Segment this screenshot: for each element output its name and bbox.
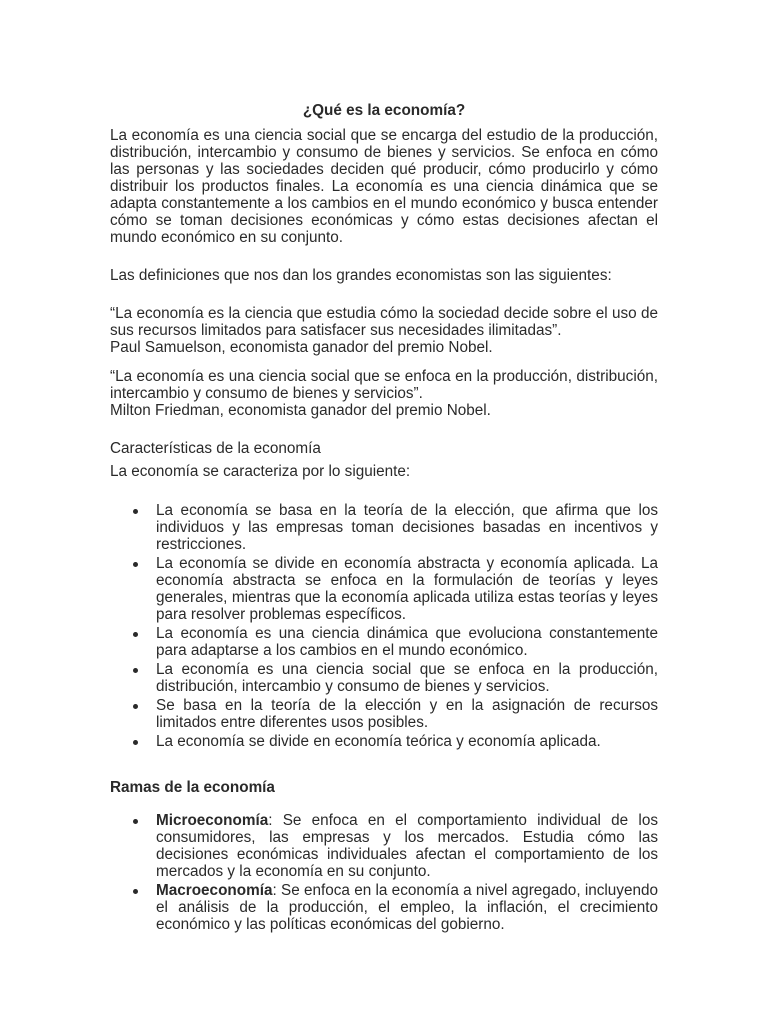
bullet-icon <box>133 704 138 709</box>
definitions-intro: Las definiciones que nos dan los grandes economistas son las siguientes: <box>110 267 612 284</box>
list-item-text: La economía es una ciencia social que se enfoca en la producción, distribución, intercambio y consumo de bienes y servicios. <box>156 661 658 695</box>
page-title: ¿Qué es la economía? <box>302 102 466 119</box>
bullet-icon <box>133 819 138 824</box>
characteristics-list <box>110 502 658 750</box>
characteristics-intro: La economía se caracteriza por lo siguiente: <box>110 463 411 480</box>
section-heading-branches: Ramas de la economía <box>110 779 275 796</box>
list-item-text: La economía es una ciencia dinámica que evoluciona constantemente para adaptarse a los cambios en el mundo económico. <box>156 625 658 659</box>
list-item-text: La economía se divide en economía abstracta y economía aplicada. La economía abstracta se enfoca en la formulación de teorías y leyes generales, mientras que la economía aplicada utiliza estas teorías y leyes para resolver problemas específicos. <box>156 555 658 623</box>
list-item <box>110 882 658 933</box>
list-item-text: La economía se basa en la teoría de la elección, que afirma que los individuos y las empresas toman decisiones basadas en incentivos y restricciones. <box>156 502 658 553</box>
branch-term: Microeconomía <box>156 812 269 829</box>
list-item <box>110 733 658 750</box>
list-item <box>110 661 658 695</box>
list-item <box>110 625 658 659</box>
quote-block <box>110 305 658 356</box>
bullet-icon <box>133 632 138 637</box>
branches-list <box>110 812 658 933</box>
list-item <box>110 555 658 623</box>
branch-term: Macroeconomía <box>156 882 273 899</box>
bullet-icon <box>133 668 138 673</box>
quote-block <box>110 368 658 419</box>
list-item <box>110 697 658 731</box>
bullet-icon <box>133 889 138 894</box>
bullet-icon <box>133 509 138 514</box>
list-item <box>110 812 658 880</box>
bullet-icon <box>133 740 138 745</box>
intro-paragraph: La economía es una ciencia social que se encarga del estudio de la producción, distribución, intercambio y consumo de bienes y servicios. Se enfoca en cómo las personas y las sociedades deciden qué producir, cómo producirlo y cómo distribuir los productos finales. La economía es una ciencia dinámica que se adapta constantemente a los cambios en el mundo económico y busca entender cómo se toman decisiones económicas y cómo estas decisiones afectan el mundo económico en su conjunto. <box>110 127 658 246</box>
list-item-text: Se basa en la teoría de la elección y en la asignación de recursos limitados entre diferentes usos posibles. <box>156 697 658 731</box>
branch-description: : Se enfoca en el comportamiento individual de los consumidores, las empresas y los mercados. Estudia cómo las decisiones económicas individuales afectan el comportamiento de los mercados y la economía en su conjunto. <box>156 812 658 880</box>
list-item-text: La economía se divide en economía teórica y economía aplicada. <box>156 733 601 750</box>
quote-text: “La economía es una ciencia social que se enfoca en la producción, distribución, intercambio y consumo de bienes y servicios”. <box>110 368 658 402</box>
section-heading-characteristics: Características de la economía <box>110 440 321 457</box>
bullet-icon <box>133 562 138 567</box>
quote-text: “La economía es la ciencia que estudia cómo la sociedad decide sobre el uso de sus recursos limitados para satisfacer sus necesidades ilimitadas”. <box>110 305 658 339</box>
quote-author: Paul Samuelson, economista ganador del premio Nobel. <box>110 339 493 356</box>
list-item <box>110 502 658 553</box>
branch-description: : Se enfoca en la economía a nivel agregado, incluyendo el análisis de la producción, el empleo, la inflación, el crecimiento económico y las políticas económicas del gobierno. <box>156 882 658 933</box>
quote-author: Milton Friedman, economista ganador del premio Nobel. <box>110 402 491 419</box>
